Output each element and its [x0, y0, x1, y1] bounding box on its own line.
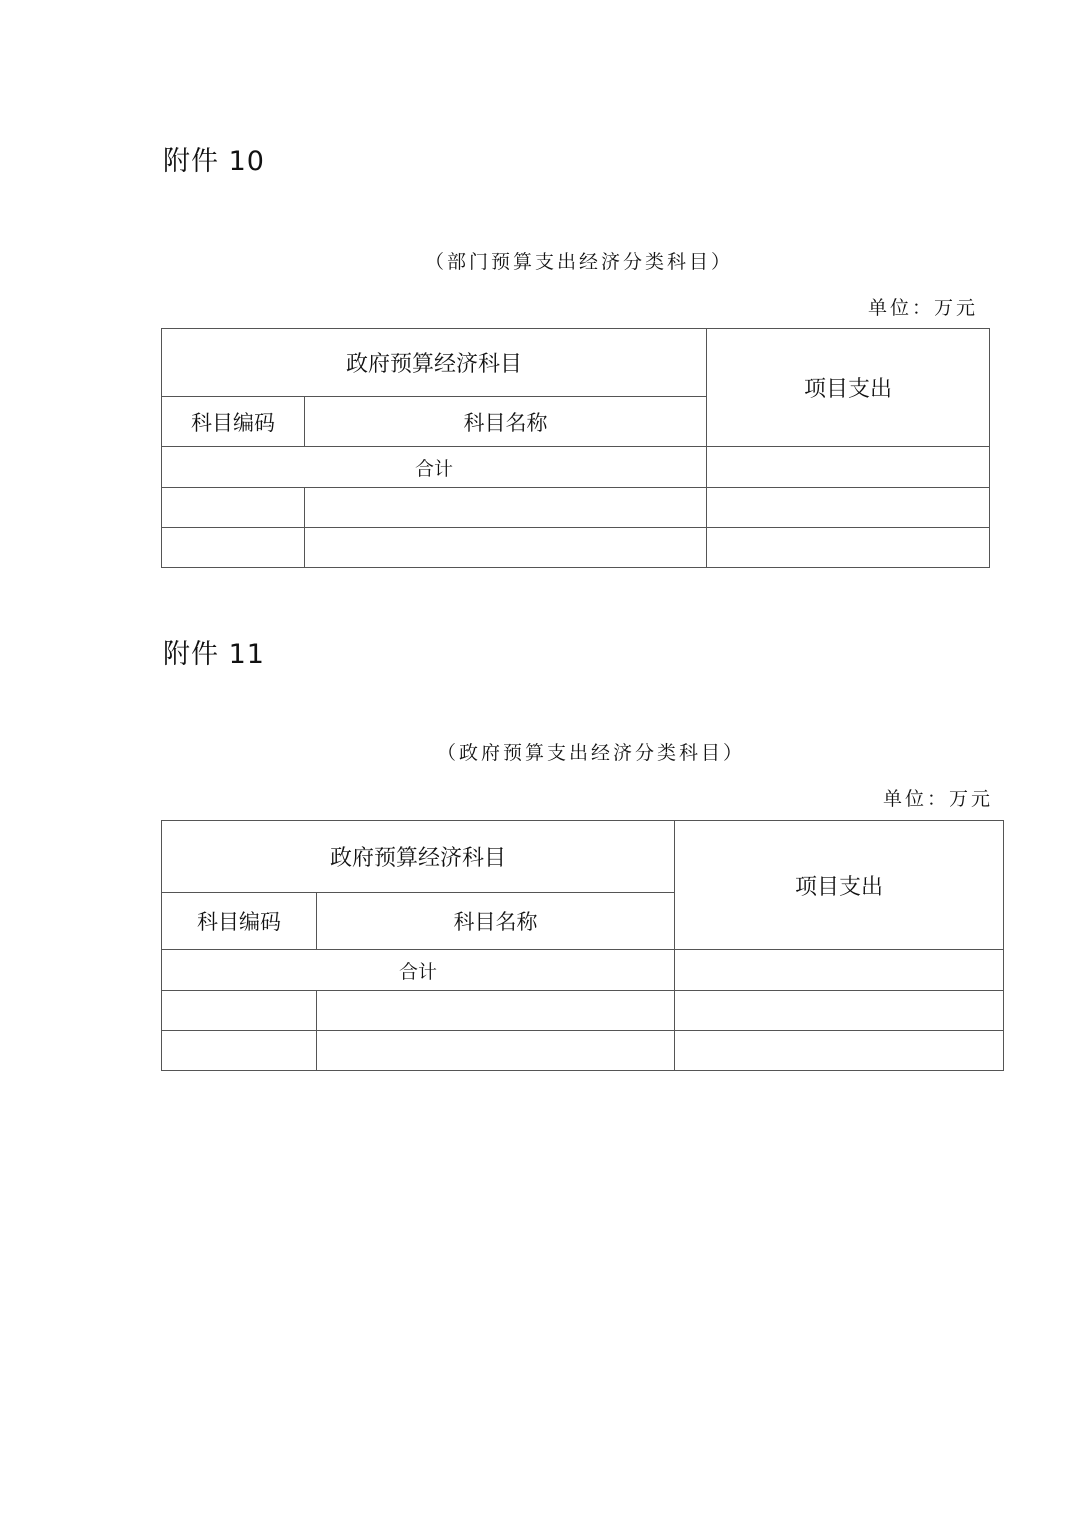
subject-code-header: 科目编码 — [162, 397, 305, 447]
project-expense-cell[interactable] — [707, 528, 990, 568]
total-expense-cell[interactable] — [675, 950, 1004, 991]
subject-code-cell[interactable] — [162, 1031, 317, 1071]
project-expense-cell[interactable] — [707, 488, 990, 528]
subject-name-cell[interactable] — [305, 488, 707, 528]
subject-name-cell[interactable] — [305, 528, 707, 568]
project-expenditure-header: 项目支出 — [707, 329, 990, 447]
table-row — [162, 991, 1004, 1031]
attachment-10-table — [161, 328, 990, 568]
table-row — [162, 528, 990, 568]
attachment-11-heading: 附件 11 — [163, 639, 265, 670]
attachment-11-table — [161, 820, 1004, 1071]
subject-name-header: 科目名称 — [305, 397, 707, 447]
subject-code-cell[interactable] — [162, 528, 305, 568]
attachment-11-subtitle: （政府预算支出经济分类科目） — [437, 742, 746, 764]
project-expenditure-header: 项目支出 — [675, 821, 1004, 950]
attachment-10-unit-label: 单位：万元 — [867, 297, 978, 319]
table-row — [162, 488, 990, 528]
table-row — [162, 1031, 1004, 1071]
attachment-10-heading: 附件 10 — [163, 146, 265, 177]
subject-name-header: 科目名称 — [317, 893, 675, 950]
subject-code-header: 科目编码 — [162, 893, 317, 950]
attachment-11-unit-label: 单位：万元 — [882, 788, 993, 810]
subject-code-cell[interactable] — [162, 991, 317, 1031]
government-budget-economic-subject-header: 政府预算经济科目 — [162, 821, 675, 893]
government-budget-economic-subject-header: 政府预算经济科目 — [162, 329, 707, 397]
attachment-10-subtitle: （部门预算支出经济分类科目） — [425, 251, 734, 273]
total-label: 合计 — [162, 447, 707, 488]
project-expense-cell[interactable] — [675, 1031, 1004, 1071]
subject-code-cell[interactable] — [162, 488, 305, 528]
subject-name-cell[interactable] — [317, 1031, 675, 1071]
total-label: 合计 — [162, 950, 675, 991]
total-expense-cell[interactable] — [707, 447, 990, 488]
project-expense-cell[interactable] — [675, 991, 1004, 1031]
subject-name-cell[interactable] — [317, 991, 675, 1031]
